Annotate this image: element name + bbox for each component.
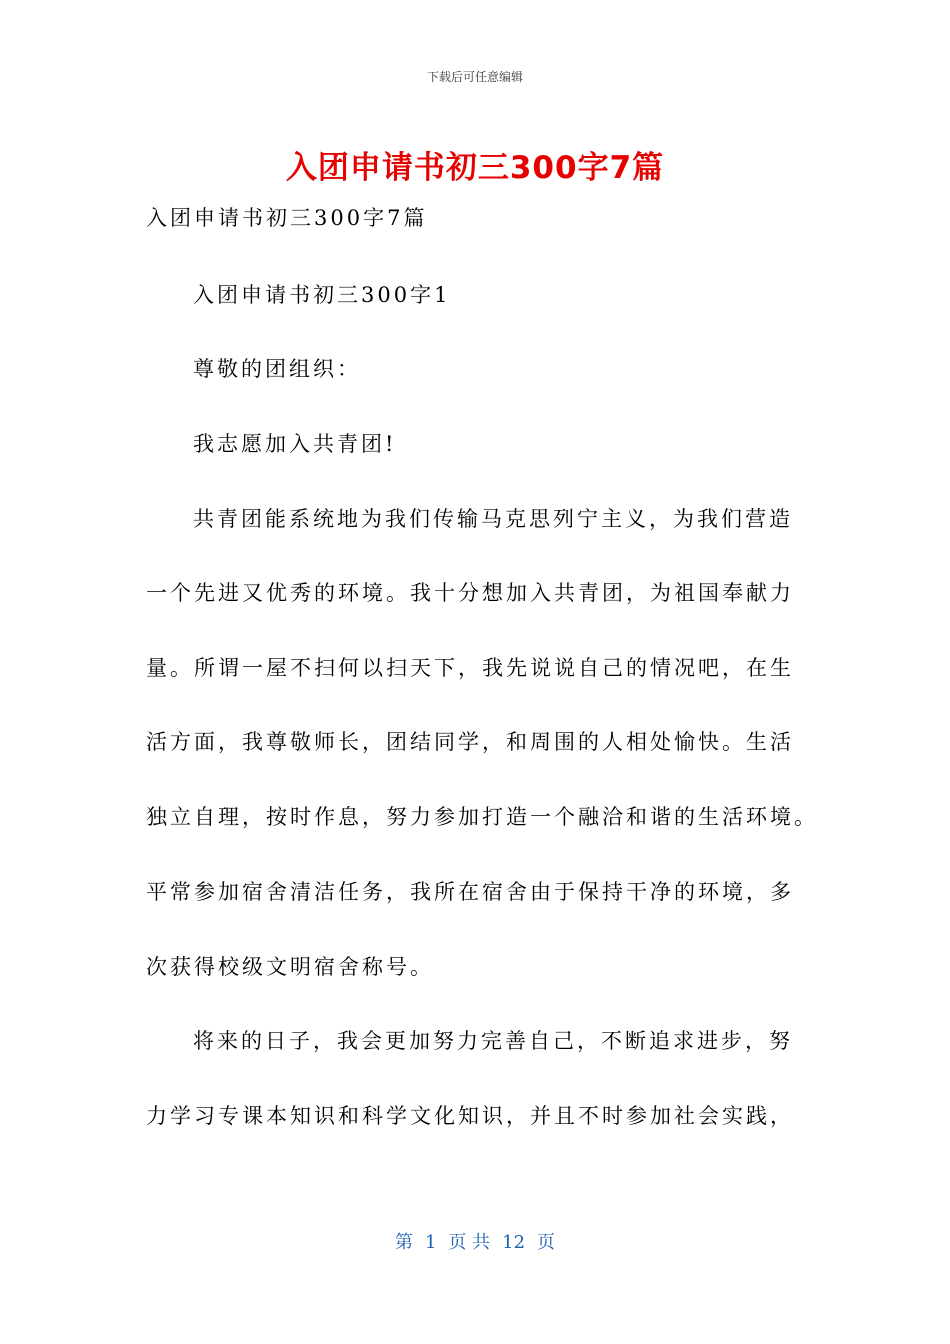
paragraph-2-line: 共青团能系统地为我们传输马克思列宁主义，为我们营造 <box>193 507 793 531</box>
page-footer <box>0 1228 950 1254</box>
header-note: 下载后可任意编辑 <box>426 70 523 84</box>
paragraph-2-line: 独立自理，按时作息，努力参加打造一个融洽和谐的生活环境。 <box>146 805 818 829</box>
footer-label-ye: 页 <box>537 1232 556 1253</box>
section-heading: 入团申请书初三300字1 <box>193 283 451 307</box>
paragraph-3-line: 将来的日子，我会更加努力完善自己，不断追求进步，努 <box>193 1029 793 1053</box>
paragraph-3-line: 力学习专课本知识和科学文化知识，并且不时参加社会实践， <box>146 1104 794 1128</box>
paragraph-2-line: 活方面，我尊敬师长，团结同学，和周围的人相处愉快。生活 <box>146 730 794 754</box>
paragraph-2-line: 次获得校级文明宿舍称号。 <box>146 955 434 979</box>
salutation: 尊敬的团组织： <box>193 357 361 381</box>
subtitle: 入团申请书初三300字7篇 <box>146 206 428 230</box>
footer-page-current: 1 <box>424 1232 437 1253</box>
paragraph-2-line: 量。所谓一屋不扫何以扫天下，我先说说自己的情况吧，在生 <box>146 656 794 680</box>
footer-page-total: 12 <box>502 1232 526 1253</box>
footer-label-ye-gong: 页 共 <box>448 1232 491 1253</box>
paragraph-2-line: 平常参加宿舍清洁任务，我所在宿舍由于保持干净的环境，多 <box>146 880 794 904</box>
footer-label-di: 第 <box>394 1232 413 1253</box>
paragraph-1: 我志愿加入共青团! <box>193 432 397 456</box>
paragraph-2-line: 一个先进又优秀的环境。我十分想加入共青团，为祖国奉献力 <box>146 581 794 605</box>
document-title: 入团申请书初三300字7篇 <box>285 150 665 186</box>
